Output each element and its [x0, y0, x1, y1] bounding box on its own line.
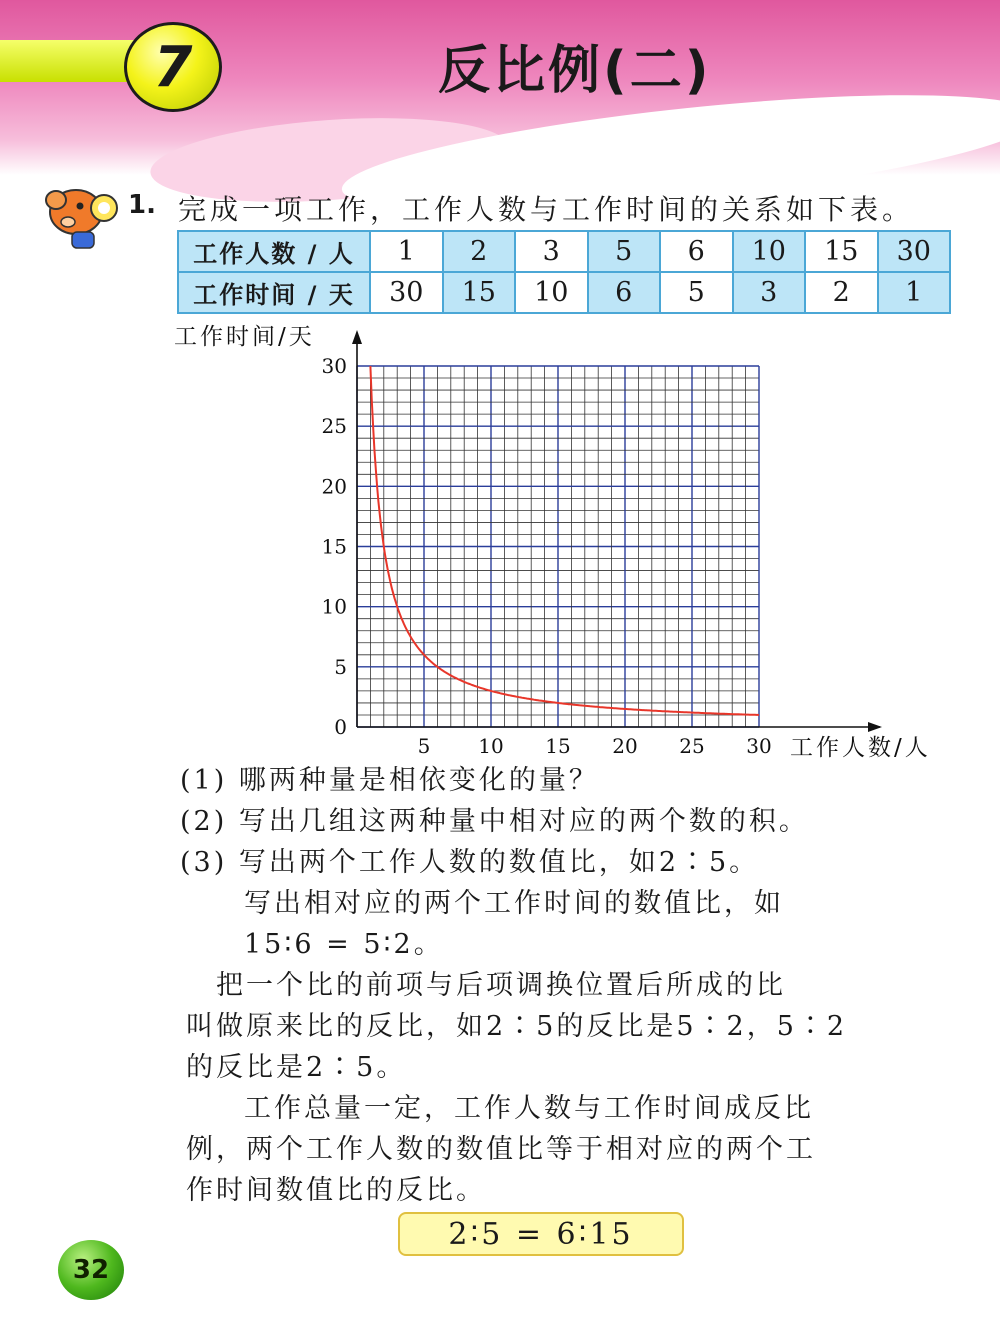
- conclusion-line: 作时间数值比的反比。: [186, 1175, 486, 1206]
- x-tick-label: 5: [417, 734, 431, 758]
- table-row: [178, 272, 950, 313]
- table-cell: 3: [733, 272, 806, 313]
- conclusion-line: 工作总量一定，工作人数与工作时间成反比: [244, 1093, 814, 1124]
- x-tick-label: 30: [746, 734, 772, 758]
- table-cell: 1: [370, 231, 443, 272]
- sub-question-2: (2) 写出几组这两种量中相对应的两个数的积。: [180, 806, 809, 837]
- table-cell: 10: [733, 231, 806, 272]
- y-tick-label: 25: [321, 414, 347, 439]
- inverse-curve: [370, 366, 759, 715]
- table-cell: 3: [515, 231, 588, 272]
- table-cell: 5: [588, 231, 661, 272]
- y-axis-label: 工作时间/天: [174, 324, 315, 350]
- inverse-proportion-chart: [0, 318, 1000, 760]
- row-header: 工作时间 / 天: [178, 272, 370, 313]
- data-table: [177, 230, 951, 314]
- question-text: 完成一项工作，工作人数与工作时间的关系如下表。: [178, 193, 915, 226]
- sub-question-3-example: 15∶6 = 5∶2。: [244, 929, 444, 960]
- y-tick-label: 15: [321, 534, 347, 559]
- table-cell: 30: [370, 272, 443, 313]
- x-tick-label: 15: [545, 734, 571, 758]
- definition-line: 把一个比的前项与后项调换位置后所成的比: [186, 970, 786, 1001]
- table-cell: 6: [588, 272, 661, 313]
- y-tick-label: 0: [334, 715, 347, 739]
- lesson-number-badge: 7: [124, 22, 222, 112]
- table-cell: 10: [515, 272, 588, 313]
- table-cell: 30: [878, 231, 951, 272]
- sub-question-1: (1) 哪两种量是相依变化的量？: [180, 765, 599, 796]
- page-title: 反比例(二): [438, 41, 712, 101]
- y-tick-label: 10: [321, 594, 347, 619]
- row-header: 工作人数 / 人: [178, 231, 370, 272]
- question-number: 1.: [128, 190, 156, 220]
- table-cell: 15: [443, 272, 516, 313]
- conclusion-line: 例，两个工作人数的数值比等于相对应的两个工: [186, 1134, 816, 1165]
- table-cell: 2: [443, 231, 516, 272]
- y-tick-label: 20: [321, 474, 347, 499]
- sub-question-3-continued: 写出相对应的两个工作时间的数值比，如: [244, 888, 784, 919]
- definition-line: 的反比是2∶5。: [186, 1052, 407, 1083]
- x-tick-label: 20: [612, 734, 638, 758]
- x-tick-label: 10: [478, 734, 504, 758]
- table-cell: 1: [878, 272, 951, 313]
- table-cell: 2: [805, 272, 878, 313]
- x-axis-label: 工作人数/人: [790, 735, 931, 760]
- table-cell: 6: [660, 231, 733, 272]
- formula-box: 2∶5 = 6∶15: [398, 1212, 684, 1256]
- definition-line: 叫做原来比的反比，如2∶5的反比是5∶2，5∶2: [186, 1011, 848, 1042]
- header-banner: [0, 0, 1000, 175]
- mascot-icon: [38, 182, 126, 252]
- sub-question-3: (3) 写出两个工作人数的数值比，如2∶5。: [180, 847, 760, 878]
- y-axis-arrow: [352, 330, 362, 344]
- page-number: 32: [58, 1240, 124, 1300]
- y-tick-label: 30: [321, 354, 347, 378]
- y-tick-label: 5: [334, 654, 347, 679]
- table-row: [178, 231, 950, 272]
- table-cell: 15: [805, 231, 878, 272]
- table-cell: 5: [660, 272, 733, 313]
- x-tick-label: 25: [679, 734, 705, 758]
- x-axis-arrow: [868, 722, 882, 732]
